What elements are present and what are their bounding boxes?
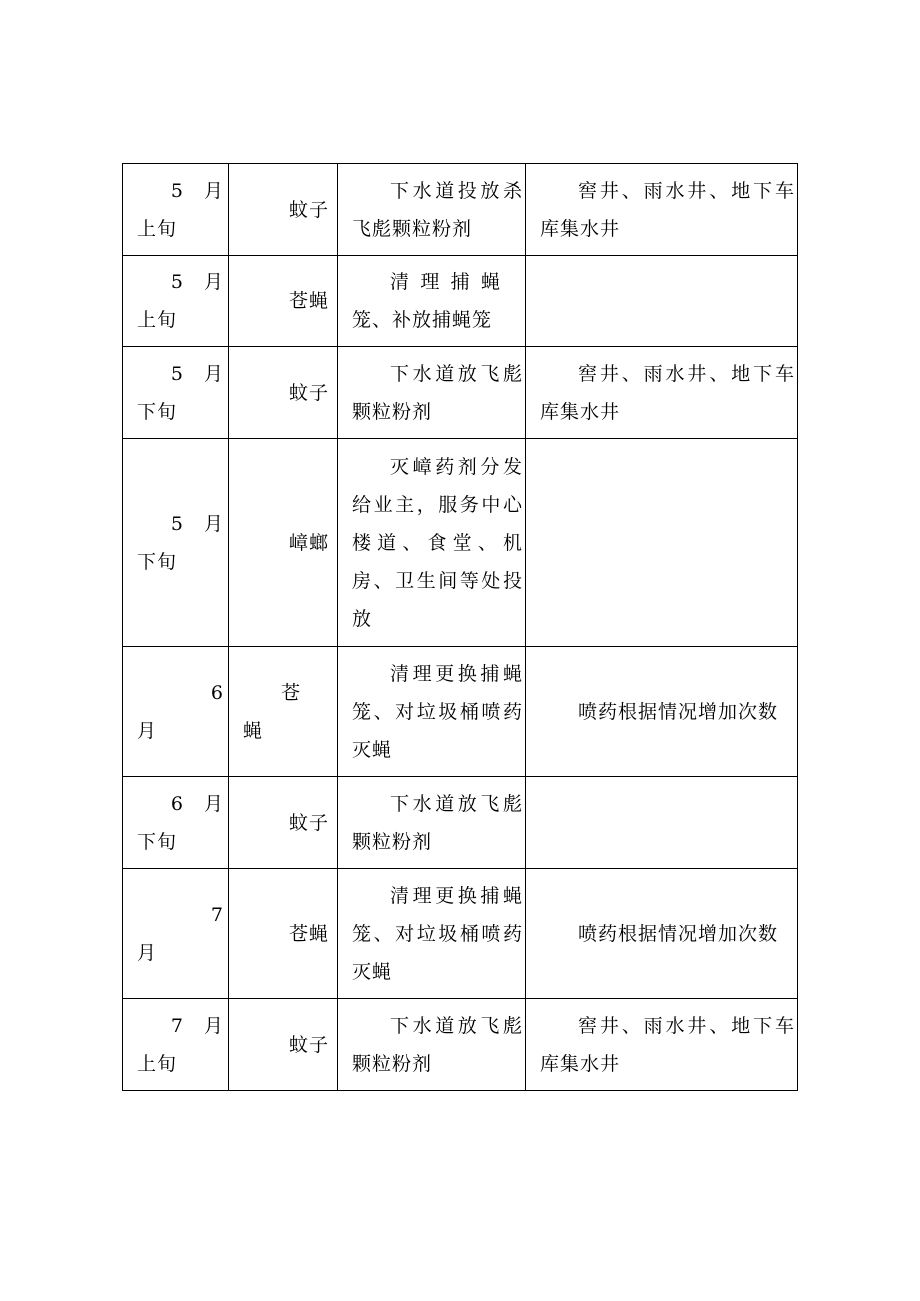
table-row [123, 256, 798, 347]
pest-cell [229, 439, 338, 647]
pest-name: 蚊子 [288, 381, 329, 404]
measure-cell [338, 869, 526, 999]
measure-text: 清理更换捕蝇笼、对垃圾桶喷药灭蝇 [352, 662, 523, 761]
measure-cell [338, 347, 526, 439]
location-cell [526, 869, 798, 999]
measure-text: 清理更换捕蝇笼、对垃圾桶喷药灭蝇 [352, 884, 523, 983]
pest-control-schedule-table [122, 163, 798, 1091]
location-cell [526, 347, 798, 439]
measure-cell [338, 164, 526, 256]
time-cell [123, 164, 229, 256]
measure-cell [338, 647, 526, 777]
location-text: 喷药根据情况增加次数 [578, 922, 779, 945]
table-row [123, 439, 798, 647]
time-period-part: 下旬 [137, 550, 178, 573]
pest-name: 蚊子 [288, 198, 329, 221]
time-cell [123, 256, 229, 347]
pest-name: 苍蝇 [288, 922, 329, 945]
location-text: 喷药根据情况增加次数 [578, 700, 779, 723]
table-row [123, 347, 798, 439]
measure-text: 下水道放飞彪颗粒粉剂 [352, 1014, 523, 1075]
location-cell [526, 439, 798, 647]
table-row [123, 777, 798, 869]
time-period-month: 5 月 [170, 512, 224, 535]
location-cell [526, 999, 798, 1091]
location-text: 窖井、雨水井、地下车库集水井 [540, 179, 795, 240]
pest-name: 苍蝇 [243, 681, 302, 742]
location-cell [526, 256, 798, 347]
pest-name: 蚊子 [288, 1033, 329, 1056]
measure-cell [338, 999, 526, 1091]
location-cell [526, 777, 798, 869]
time-cell [123, 647, 229, 777]
pest-cell [229, 647, 338, 777]
time-period-month: 5 月 [170, 271, 224, 293]
time-cell [123, 439, 229, 647]
time-period-month: 7 月 [170, 1014, 224, 1037]
pest-name: 蚊子 [288, 811, 329, 834]
pest-cell [229, 347, 338, 439]
measure-text: 下水道放飞彪颗粒粉剂 [352, 362, 523, 423]
time-period-month: 6 [210, 681, 224, 704]
measure-text: 下水道放飞彪颗粒粉剂 [352, 792, 523, 853]
time-period-part: 下旬 [137, 830, 178, 853]
time-period-part: 上旬 [137, 309, 178, 331]
measure-text: 下水道投放杀飞彪颗粒粉剂 [352, 179, 523, 240]
location-cell [526, 647, 798, 777]
location-text: 窖井、雨水井、地下车库集水井 [540, 362, 795, 423]
time-period-part: 上旬 [137, 217, 178, 240]
time-cell [123, 777, 229, 869]
time-period-month: 6 月 [170, 792, 224, 815]
pest-cell [229, 999, 338, 1091]
time-period-part: 上旬 [137, 1052, 178, 1075]
pest-name: 嶂螂 [288, 531, 329, 554]
measure-text: 清理捕蝇笼、补放捕蝇笼 [352, 271, 501, 331]
time-period-part: 月 [137, 719, 158, 742]
pest-cell [229, 164, 338, 256]
time-period-month: 5 月 [170, 362, 224, 385]
table-row [123, 164, 798, 256]
pest-cell [229, 256, 338, 347]
time-cell [123, 869, 229, 999]
time-period-month: 5 月 [170, 179, 224, 202]
time-cell [123, 999, 229, 1091]
time-cell [123, 347, 229, 439]
measure-cell [338, 777, 526, 869]
pest-cell [229, 869, 338, 999]
pest-cell [229, 777, 338, 869]
table-row [123, 869, 798, 999]
measure-text: 灭嶂药剂分发给业主，服务中心楼道、食堂、机房、卫生间等处投放 [352, 455, 523, 630]
time-period-part: 月 [137, 941, 158, 964]
measure-cell [338, 256, 526, 347]
time-period-month: 7 [210, 903, 224, 926]
pest-name: 苍蝇 [288, 290, 329, 312]
time-period-part: 下旬 [137, 400, 178, 423]
location-cell [526, 164, 798, 256]
location-text: 窖井、雨水井、地下车库集水井 [540, 1014, 795, 1075]
table-row [123, 647, 798, 777]
table-row [123, 999, 798, 1091]
measure-cell [338, 439, 526, 647]
